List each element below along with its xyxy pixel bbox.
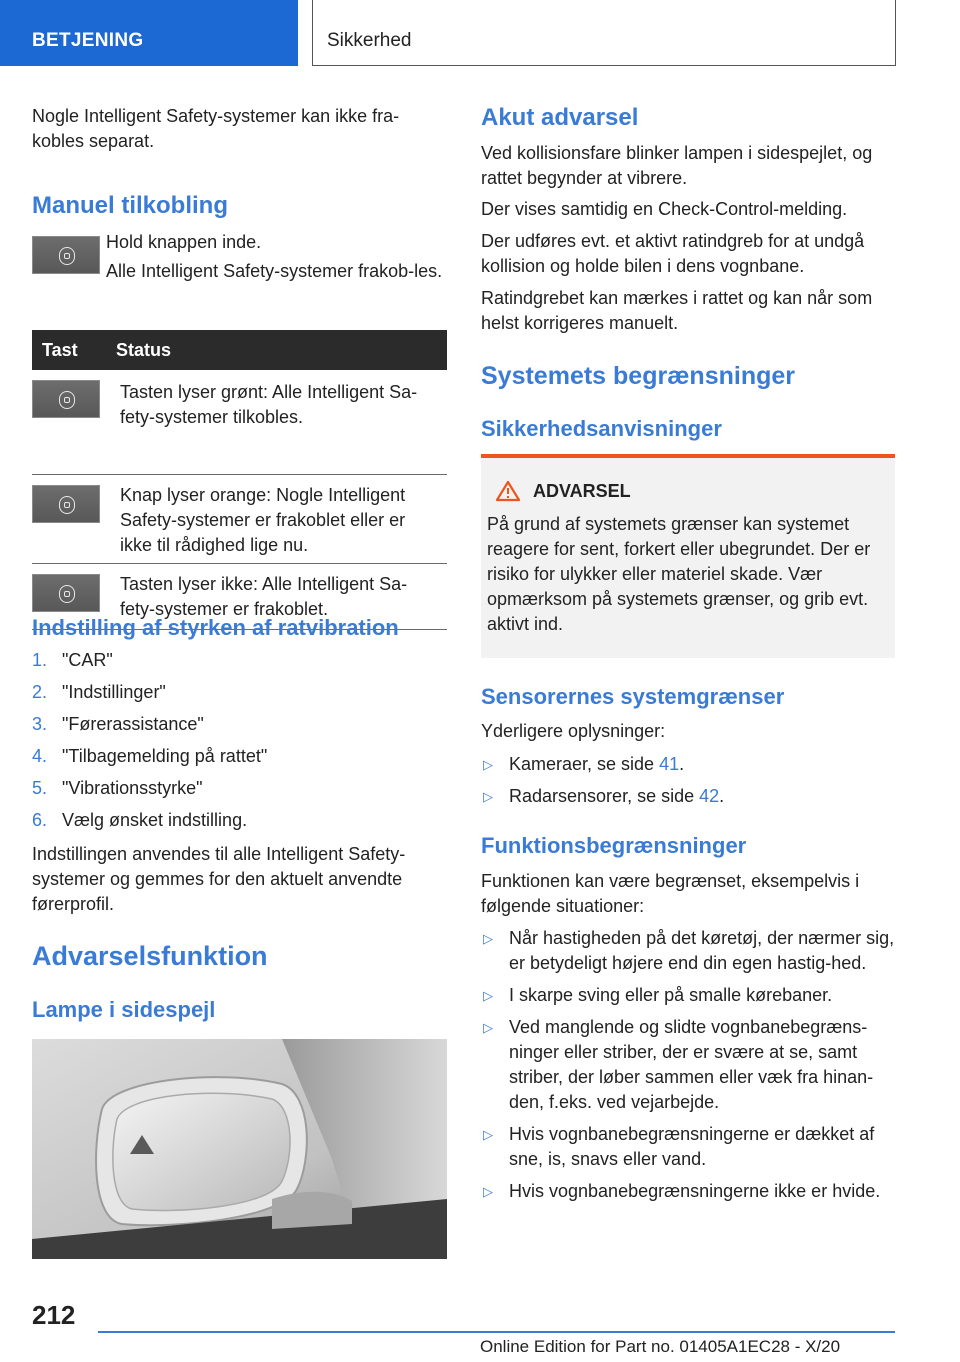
list-item: ▷ Hvis vognbanebegrænsningerne ikke er hvide.: [481, 1179, 895, 1204]
status-table: [32, 330, 447, 630]
footer-edition: Online Edition for Part no. 01405A1EC28 - X/20: [480, 1337, 841, 1356]
sensor-heading: Sensorernes systemgrænser: [481, 684, 785, 709]
page-link-42[interactable]: 42: [699, 786, 720, 806]
list-item: 5. "Vibrationsstyrke": [32, 778, 203, 798]
func-heading: Funktionsbegrænsninger: [481, 833, 747, 858]
mirror-heading: Lampe i sidespejl: [32, 997, 216, 1022]
section-tab: [0, 0, 298, 66]
safety-heading: Sikkerhedsanvisninger: [481, 416, 722, 441]
func-list: [481, 926, 895, 1211]
list-item: ▷ Kameraer, se side 41.: [481, 752, 895, 777]
footer-divider: [98, 1331, 895, 1333]
list-item: ▷ I skarpe sving eller på smalle kørebaner.: [481, 983, 895, 1008]
safety-symbol-icon: [59, 496, 75, 514]
list-item: 1. "CAR": [32, 650, 113, 670]
list-item: ▷ Ved manglende og slidte vognbanebegræns-ninger eller striber, der er svære at se, samt striber, der løber sammen eller væk fra hinan-den, f.eks. ved vejarbejde.: [483, 1017, 874, 1112]
warning-box: [481, 454, 895, 658]
side-mirror-photo: [32, 1039, 447, 1259]
list-item: 6. Vælg ønsket indstilling.: [32, 810, 248, 830]
bullet-triangle-icon: ▷: [483, 1184, 493, 1199]
page-number: 212: [32, 1300, 76, 1330]
vibration-heading: Indstilling af styrken af ratvibration: [32, 615, 399, 640]
section-title: BETJENING: [32, 30, 144, 51]
acute-text-2: Der vises samtidig en Check-Control-melding.: [481, 199, 848, 219]
manual-line2: Alle Intelligent Safety-systemer frakob-les.: [106, 261, 443, 281]
sensor-intro: Yderligere oplysninger:: [481, 721, 666, 741]
button-orange-image: [32, 485, 100, 523]
bullet-triangle-icon: ▷: [483, 757, 493, 772]
list-item: ▷ Radarsensorer, se side 42.: [481, 784, 895, 809]
intro-text: Nogle Intelligent Safety-systemer kan ikke fra-kobles separat.: [32, 106, 400, 151]
manual-line1: Hold knappen inde.: [106, 232, 262, 252]
bullet-triangle-icon: ▷: [483, 1020, 493, 1035]
table-header-key: Tast: [32, 330, 106, 370]
table-header-status: Status: [106, 330, 447, 370]
safety-symbol-icon: [59, 585, 75, 603]
table-row: [32, 370, 447, 474]
chapter-tab: [312, 0, 896, 66]
bullet-triangle-icon: ▷: [483, 789, 493, 804]
list-item: 2. "Indstillinger": [32, 682, 166, 702]
warning-text: På grund af systemets grænser kan systemet reagere for sent, forkert eller ubegrundet. Der er risiko for ulykker eller materiel skade. Vær opmærksom på systemets grænser, og grib evt. aktivt ind.: [487, 514, 871, 634]
acute-text-4: Ratindgrebet kan mærkes i rattet og kan når som helst korrigeres manuelt.: [481, 288, 873, 333]
bullet-triangle-icon: ▷: [483, 988, 493, 1003]
bullet-triangle-icon: ▷: [483, 931, 493, 946]
table-cell-status: Tasten lyser ikke: Alle Intelligent Sa-fety-systemer er frakoblet.: [106, 563, 447, 629]
list-item: 3. "Førerassistance": [32, 714, 204, 734]
acute-text-3: Der udføres evt. et aktivt ratindgreb for at undgå kollision og holde bilen i dens vognbane.: [481, 231, 865, 276]
table-cell-status: Tasten lyser grønt: Alle Intelligent Sa-fety-systemer tilkobles.: [106, 370, 447, 474]
list-item: ▷ Hvis vognbanebegrænsningerne er dækket af sne, is, snavs eller vand.: [483, 1124, 875, 1169]
table-row: [32, 474, 447, 563]
button-green-image: [32, 380, 100, 418]
warning-triangle-icon: [495, 480, 521, 502]
vibration-note: Indstillingen anvendes til alle Intelligent Safety-systemer og gemmes for den aktuelt anvendte førerprofil.: [32, 844, 406, 914]
acute-text-1: Ved kollisionsfare blinker lampen i sidespejlet, og rattet begynder at vibrere.: [481, 143, 873, 188]
acute-heading: Akut advarsel: [481, 104, 639, 131]
limits-heading: Systemets begrænsninger: [481, 362, 795, 390]
manual-heading: Manuel tilkobling: [32, 192, 228, 219]
bullet-triangle-icon: ▷: [483, 1127, 493, 1142]
warning-heading: Advarselsfunktion: [32, 941, 268, 971]
steps-list: [32, 648, 447, 840]
table-cell-status: Knap lyser orange: Nogle Intelligent Safety-systemer er frakoblet eller er ikke til rådighed lige nu.: [106, 474, 447, 563]
button-off-image: [32, 574, 100, 612]
func-intro: Funktionen kan være begrænset, eksempelvis i følgende situationer:: [481, 871, 860, 916]
sensor-list: [481, 752, 895, 816]
chapter-title: Sikkerhed: [327, 30, 412, 51]
list-item: ▷ Når hastigheden på det køretøj, der nærmer sig, er betydeligt højere end din egen hastig-hed.: [483, 928, 895, 973]
safety-symbol-icon: [59, 391, 75, 409]
warning-title: ADVARSEL: [533, 480, 631, 501]
page-link-41[interactable]: 41: [659, 754, 680, 774]
list-item: 4. "Tilbagemelding på rattet": [32, 746, 268, 766]
